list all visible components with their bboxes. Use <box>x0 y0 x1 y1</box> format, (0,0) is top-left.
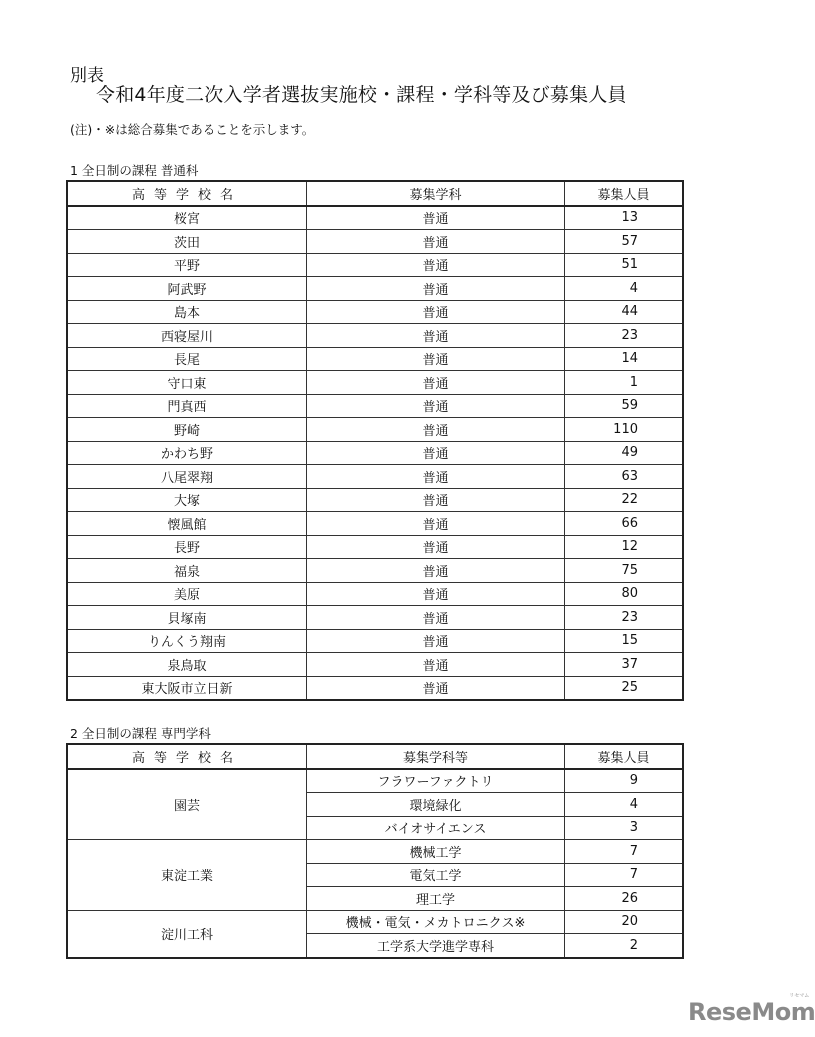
course-name: 理工学 <box>307 887 565 911</box>
table-row <box>67 347 683 371</box>
capacity: 20 <box>565 910 684 934</box>
table-row <box>67 910 683 934</box>
capacity: 57 <box>565 230 684 254</box>
school-name: 懐風館 <box>67 512 307 536</box>
course-name: 普通 <box>307 582 565 606</box>
table-header-row <box>67 744 683 769</box>
table-row <box>67 488 683 512</box>
section1-heading: 1 全日制の課程 普通科 <box>70 163 199 178</box>
school-name: 門真西 <box>67 394 307 418</box>
school-name: 守口東 <box>67 371 307 395</box>
school-name: 園芸 <box>67 769 307 840</box>
capacity: 14 <box>565 347 684 371</box>
course-name: 普通 <box>307 676 565 700</box>
header-course: 募集学科等 <box>307 744 565 769</box>
capacity: 63 <box>565 465 684 489</box>
course-name: 普通 <box>307 653 565 677</box>
course-name: 機械・電気・メカトロニクス※ <box>307 910 565 934</box>
school-name: 長野 <box>67 535 307 559</box>
capacity: 110 <box>565 418 684 442</box>
capacity: 25 <box>565 676 684 700</box>
capacity: 15 <box>565 629 684 653</box>
table-row <box>67 371 683 395</box>
resemom-logo: ReseMom リセマム <box>688 993 815 1026</box>
table-row <box>67 676 683 700</box>
school-name: 貝塚南 <box>67 606 307 630</box>
table-row <box>67 324 683 348</box>
table-row <box>67 535 683 559</box>
table-row <box>67 418 683 442</box>
table-row <box>67 606 683 630</box>
capacity: 49 <box>565 441 684 465</box>
school-name: 平野 <box>67 253 307 277</box>
capacity: 23 <box>565 324 684 348</box>
course-name: フラワーファクトリ <box>307 769 565 793</box>
document-label: 別表 <box>70 66 104 86</box>
table-row <box>67 629 683 653</box>
capacity: 13 <box>565 206 684 230</box>
capacity: 37 <box>565 653 684 677</box>
table-row <box>67 840 683 864</box>
course-name: 普通 <box>307 629 565 653</box>
school-name: 長尾 <box>67 347 307 371</box>
capacity: 7 <box>565 840 684 864</box>
table-row <box>67 559 683 583</box>
capacity: 22 <box>565 488 684 512</box>
course-name: 普通 <box>307 253 565 277</box>
header-school-name: 高等学校名 <box>67 181 307 206</box>
school-name: 西寝屋川 <box>67 324 307 348</box>
capacity: 44 <box>565 300 684 324</box>
course-name: 普通 <box>307 441 565 465</box>
capacity: 2 <box>565 934 684 958</box>
school-name: 島本 <box>67 300 307 324</box>
school-name: 大塚 <box>67 488 307 512</box>
capacity: 12 <box>565 535 684 559</box>
header-capacity: 募集人員 <box>565 181 684 206</box>
capacity: 66 <box>565 512 684 536</box>
header-capacity: 募集人員 <box>565 744 684 769</box>
course-name: 電気工学 <box>307 863 565 887</box>
course-name: 普通 <box>307 347 565 371</box>
capacity: 75 <box>565 559 684 583</box>
school-name: 淀川工科 <box>67 910 307 958</box>
header-course: 募集学科 <box>307 181 565 206</box>
course-name: 普通 <box>307 488 565 512</box>
capacity: 7 <box>565 863 684 887</box>
course-name: 普通 <box>307 230 565 254</box>
table-row <box>67 441 683 465</box>
table-row <box>67 394 683 418</box>
course-name: バイオサイエンス <box>307 816 565 840</box>
document-title: 令和4年度二次入学者選抜実施校・課程・学科等及び募集人員 <box>96 84 627 106</box>
table-row <box>67 769 683 793</box>
table-row <box>67 653 683 677</box>
capacity: 23 <box>565 606 684 630</box>
header-school-name: 高等学校名 <box>67 744 307 769</box>
course-name: 普通 <box>307 606 565 630</box>
school-name: 八尾翠翔 <box>67 465 307 489</box>
school-name: 野崎 <box>67 418 307 442</box>
school-name: 桜宮 <box>67 206 307 230</box>
school-name: 茨田 <box>67 230 307 254</box>
table-row <box>67 206 683 230</box>
capacity: 4 <box>565 277 684 301</box>
table-row <box>67 300 683 324</box>
course-name: 工学系大学進学専科 <box>307 934 565 958</box>
capacity: 1 <box>565 371 684 395</box>
school-name: 東淀工業 <box>67 840 307 911</box>
table-header-row <box>67 181 683 206</box>
course-name: 普通 <box>307 300 565 324</box>
school-name: 美原 <box>67 582 307 606</box>
school-name: 福泉 <box>67 559 307 583</box>
note-text: (注)・※は総合募集であることを示します。 <box>70 122 315 137</box>
table-row <box>67 230 683 254</box>
course-name: 普通 <box>307 465 565 489</box>
capacity: 26 <box>565 887 684 911</box>
course-name: 普通 <box>307 324 565 348</box>
course-name: 機械工学 <box>307 840 565 864</box>
table-row <box>67 253 683 277</box>
capacity: 59 <box>565 394 684 418</box>
section2-heading: 2 全日制の課程 専門学科 <box>70 726 211 741</box>
school-name: かわち野 <box>67 441 307 465</box>
school-name: りんくう翔南 <box>67 629 307 653</box>
course-name: 普通 <box>307 559 565 583</box>
course-name: 普通 <box>307 277 565 301</box>
school-name: 泉鳥取 <box>67 653 307 677</box>
table-row <box>67 582 683 606</box>
course-name: 環境緑化 <box>307 793 565 817</box>
table-row <box>67 465 683 489</box>
table-row <box>67 512 683 536</box>
course-name: 普通 <box>307 394 565 418</box>
table-row <box>67 277 683 301</box>
capacity: 80 <box>565 582 684 606</box>
course-name: 普通 <box>307 206 565 230</box>
capacity: 51 <box>565 253 684 277</box>
course-name: 普通 <box>307 371 565 395</box>
course-name: 普通 <box>307 418 565 442</box>
specialized-course-table <box>66 743 684 959</box>
general-course-table <box>66 180 684 701</box>
capacity: 4 <box>565 793 684 817</box>
course-name: 普通 <box>307 512 565 536</box>
capacity: 3 <box>565 816 684 840</box>
school-name: 阿武野 <box>67 277 307 301</box>
course-name: 普通 <box>307 535 565 559</box>
school-name: 東大阪市立日新 <box>67 676 307 700</box>
capacity: 9 <box>565 769 684 793</box>
